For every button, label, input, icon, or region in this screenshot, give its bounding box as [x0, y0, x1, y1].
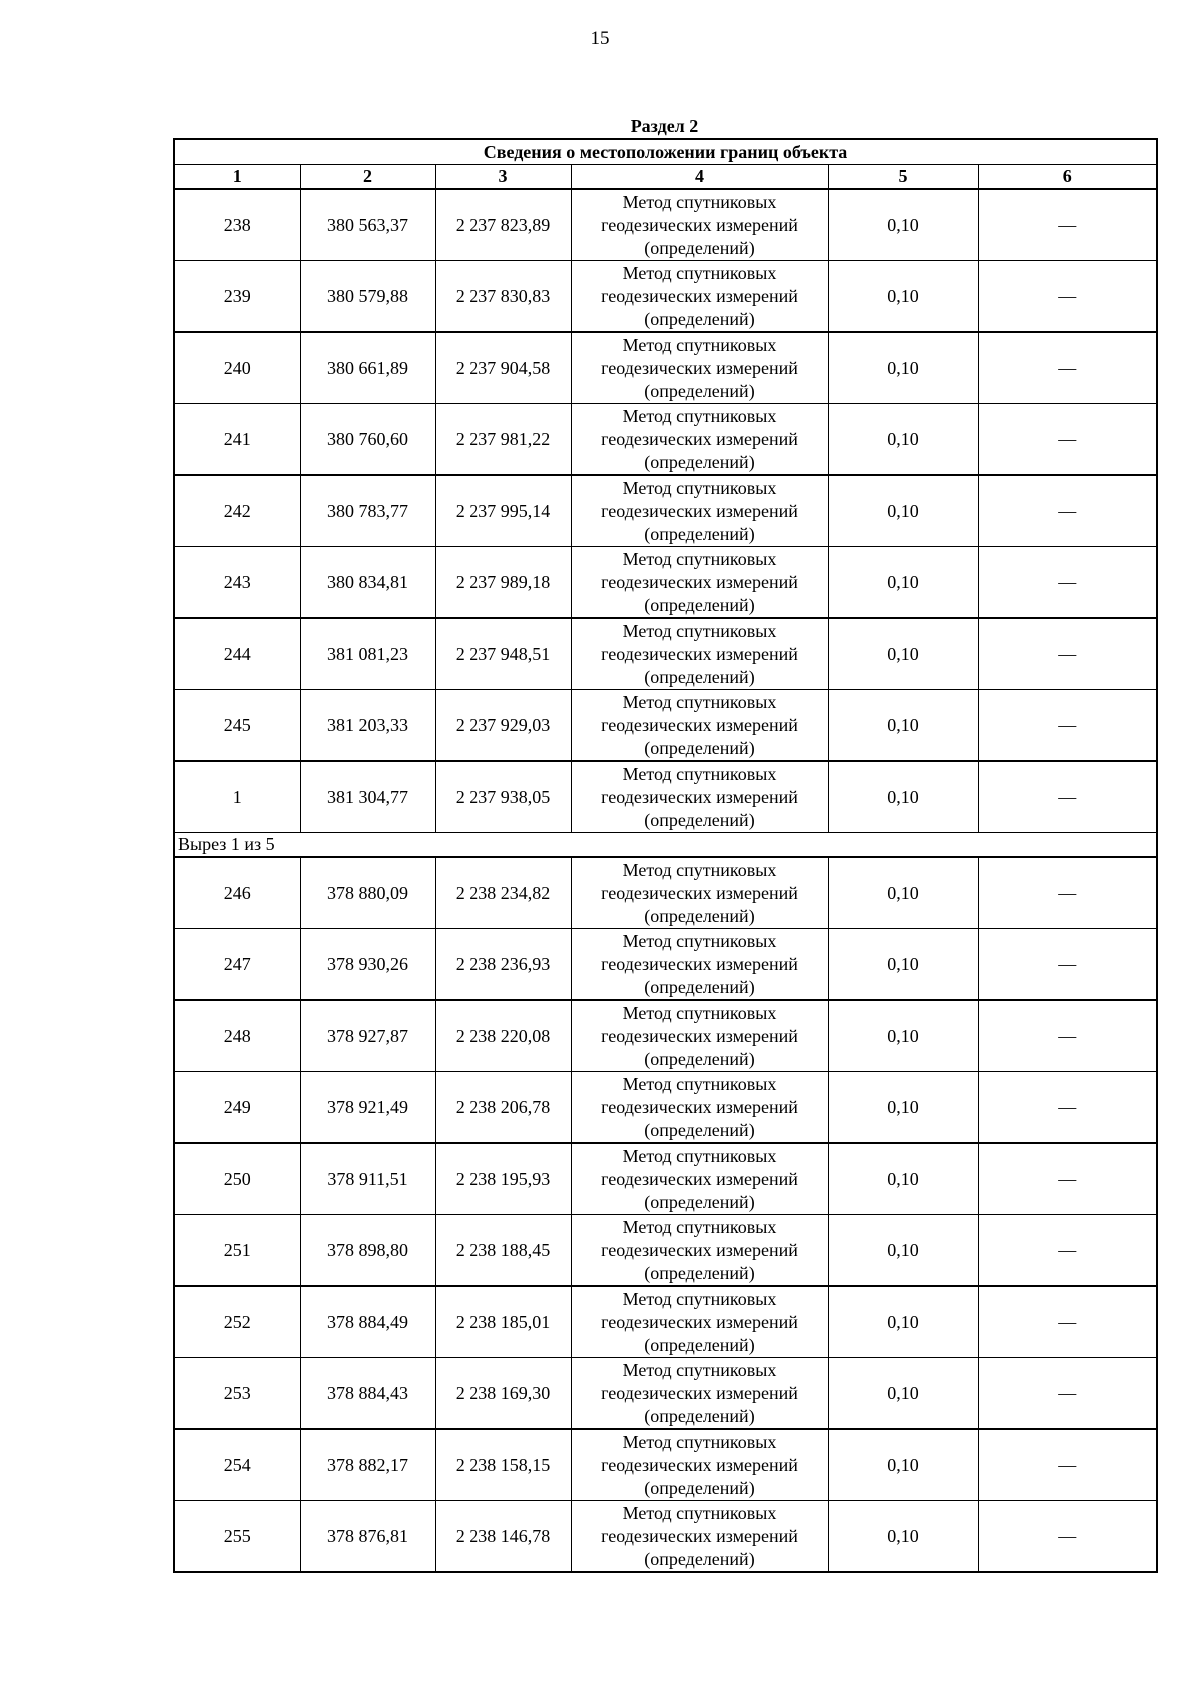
description-cell: —	[978, 929, 1157, 1001]
point-number-cell: 244	[174, 618, 300, 690]
method-text-line: (определений)	[644, 1477, 755, 1498]
method-text-line: геодезических измерений	[601, 1525, 798, 1546]
table-row	[174, 475, 1157, 547]
description-cell: —	[978, 1143, 1157, 1215]
y-coordinate-cell: 2 237 904,58	[435, 332, 571, 404]
accuracy-cell: 0,10	[828, 761, 978, 833]
table-row	[174, 1000, 1157, 1072]
method-cell	[571, 857, 828, 929]
accuracy-cell: 0,10	[828, 1358, 978, 1430]
section-title: Раздел 2	[630, 116, 699, 136]
description-cell: —	[978, 618, 1157, 690]
method-text-line: Метод спутниковых	[622, 859, 777, 880]
y-coordinate-cell: 2 237 981,22	[435, 404, 571, 476]
method-cell	[571, 618, 828, 690]
point-number-cell: 251	[174, 1215, 300, 1287]
method-text-line: (определений)	[644, 1334, 755, 1355]
accuracy-cell: 0,10	[828, 1501, 978, 1573]
accuracy-cell: 0,10	[828, 332, 978, 404]
method-text-line: (определений)	[644, 308, 755, 329]
point-number-cell: 255	[174, 1501, 300, 1573]
table-row	[174, 1501, 1157, 1573]
method-text-line: Метод спутниковых	[622, 1216, 777, 1237]
x-coordinate-cell: 378 876,81	[300, 1501, 435, 1573]
accuracy-cell: 0,10	[828, 1429, 978, 1501]
method-cell	[571, 1501, 828, 1573]
boundary-coordinates-table	[173, 138, 1158, 1573]
description-cell: —	[978, 761, 1157, 833]
description-cell: —	[978, 1000, 1157, 1072]
point-number-cell: 1	[174, 761, 300, 833]
point-number-cell: 253	[174, 1358, 300, 1430]
y-coordinate-cell: 2 237 830,83	[435, 261, 571, 333]
method-text-line: геодезических измерений	[601, 357, 798, 378]
method-text-line: Метод спутниковых	[622, 1002, 777, 1023]
method-text-line: Метод спутниковых	[622, 405, 777, 426]
method-text-line: геодезических измерений	[601, 428, 798, 449]
description-cell: —	[978, 1358, 1157, 1430]
method-cell	[571, 547, 828, 619]
method-text-line: геодезических измерений	[601, 953, 798, 974]
method-cell	[571, 475, 828, 547]
y-coordinate-cell: 2 237 948,51	[435, 618, 571, 690]
y-coordinate-cell: 2 238 188,45	[435, 1215, 571, 1287]
y-coordinate-cell: 2 237 989,18	[435, 547, 571, 619]
method-text-line: геодезических измерений	[601, 882, 798, 903]
description-cell: —	[978, 189, 1157, 261]
method-text-line: (определений)	[644, 594, 755, 615]
column-number: 3	[435, 165, 571, 190]
accuracy-cell: 0,10	[828, 1143, 978, 1215]
method-cell	[571, 1286, 828, 1358]
x-coordinate-cell: 378 921,49	[300, 1072, 435, 1144]
point-number-cell: 242	[174, 475, 300, 547]
method-text-line: Метод спутниковых	[622, 548, 777, 569]
method-cell	[571, 1358, 828, 1430]
table-caption-row	[174, 139, 1157, 165]
accuracy-cell: 0,10	[828, 1000, 978, 1072]
point-number-cell: 239	[174, 261, 300, 333]
method-text-line: Метод спутниковых	[622, 1288, 777, 1309]
y-coordinate-cell: 2 237 929,03	[435, 690, 571, 762]
method-text-line: геодезических измерений	[601, 786, 798, 807]
x-coordinate-cell: 378 898,80	[300, 1215, 435, 1287]
method-text-line: (определений)	[644, 905, 755, 926]
description-cell: —	[978, 1072, 1157, 1144]
y-coordinate-cell: 2 237 995,14	[435, 475, 571, 547]
method-text-line: геодезических измерений	[601, 1311, 798, 1332]
table-row	[174, 618, 1157, 690]
point-number-cell: 238	[174, 189, 300, 261]
accuracy-cell: 0,10	[828, 1215, 978, 1287]
method-cell	[571, 1072, 828, 1144]
table-row	[174, 1286, 1157, 1358]
y-coordinate-cell: 2 238 220,08	[435, 1000, 571, 1072]
method-text-line: (определений)	[644, 737, 755, 758]
method-text-line: Метод спутниковых	[622, 691, 777, 712]
method-text-line: геодезических измерений	[601, 714, 798, 735]
accuracy-cell: 0,10	[828, 1072, 978, 1144]
method-text-line: Метод спутниковых	[622, 930, 777, 951]
method-text-line: Метод спутниковых	[622, 262, 777, 283]
table-row	[174, 332, 1157, 404]
method-text-line: геодезических измерений	[601, 571, 798, 592]
method-text-line: Метод спутниковых	[622, 477, 777, 498]
x-coordinate-cell: 378 927,87	[300, 1000, 435, 1072]
method-text-line: геодезических измерений	[601, 214, 798, 235]
point-number-cell: 254	[174, 1429, 300, 1501]
method-cell	[571, 929, 828, 1001]
table-row	[174, 261, 1157, 333]
method-text-line: (определений)	[644, 380, 755, 401]
y-coordinate-cell: 2 238 146,78	[435, 1501, 571, 1573]
table-row	[174, 761, 1157, 833]
table-row	[174, 857, 1157, 929]
y-coordinate-cell: 2 237 938,05	[435, 761, 571, 833]
point-number-cell: 241	[174, 404, 300, 476]
accuracy-cell: 0,10	[828, 189, 978, 261]
accuracy-cell: 0,10	[828, 475, 978, 547]
description-cell: —	[978, 1501, 1157, 1573]
column-number: 6	[978, 165, 1157, 190]
x-coordinate-cell: 378 880,09	[300, 857, 435, 929]
x-coordinate-cell: 378 930,26	[300, 929, 435, 1001]
table-row	[174, 929, 1157, 1001]
method-text-line: геодезических измерений	[601, 1382, 798, 1403]
point-number-cell: 248	[174, 1000, 300, 1072]
accuracy-cell: 0,10	[828, 404, 978, 476]
x-coordinate-cell: 380 783,77	[300, 475, 435, 547]
method-cell	[571, 332, 828, 404]
description-cell: —	[978, 332, 1157, 404]
description-cell: —	[978, 1429, 1157, 1501]
table-row	[174, 1072, 1157, 1144]
point-number-cell: 246	[174, 857, 300, 929]
table-row	[174, 404, 1157, 476]
page-number: 15	[590, 28, 610, 49]
method-text-line: (определений)	[644, 1048, 755, 1069]
x-coordinate-cell: 378 884,43	[300, 1358, 435, 1430]
subsection-heading: Вырез 1 из 5	[174, 833, 1157, 858]
column-number: 2	[300, 165, 435, 190]
description-cell: —	[978, 404, 1157, 476]
column-number: 1	[174, 165, 300, 190]
accuracy-cell: 0,10	[828, 929, 978, 1001]
table-row	[174, 1358, 1157, 1430]
method-text-line: геодезических измерений	[601, 1454, 798, 1475]
table-body	[174, 139, 1157, 1572]
y-coordinate-cell: 2 238 234,82	[435, 857, 571, 929]
x-coordinate-cell: 380 661,89	[300, 332, 435, 404]
point-number-cell: 247	[174, 929, 300, 1001]
x-coordinate-cell: 380 760,60	[300, 404, 435, 476]
method-text-line: Метод спутниковых	[622, 1073, 777, 1094]
method-text-line: Метод спутниковых	[622, 1359, 777, 1380]
method-text-line: (определений)	[644, 523, 755, 544]
y-coordinate-cell: 2 238 195,93	[435, 1143, 571, 1215]
subsection-row	[174, 833, 1157, 858]
y-coordinate-cell: 2 238 206,78	[435, 1072, 571, 1144]
column-number: 4	[571, 165, 828, 190]
method-cell	[571, 690, 828, 762]
method-text-line: (определений)	[644, 1119, 755, 1140]
method-text-line: геодезических измерений	[601, 643, 798, 664]
x-coordinate-cell: 380 563,37	[300, 189, 435, 261]
method-cell	[571, 1429, 828, 1501]
method-text-line: геодезических измерений	[601, 1239, 798, 1260]
x-coordinate-cell: 381 081,23	[300, 618, 435, 690]
accuracy-cell: 0,10	[828, 690, 978, 762]
point-number-cell: 243	[174, 547, 300, 619]
method-text-line: геодезических измерений	[601, 1096, 798, 1117]
point-number-cell: 240	[174, 332, 300, 404]
method-text-line: геодезических измерений	[601, 1025, 798, 1046]
method-cell	[571, 404, 828, 476]
method-text-line: (определений)	[644, 666, 755, 687]
y-coordinate-cell: 2 238 236,93	[435, 929, 571, 1001]
method-text-line: (определений)	[644, 976, 755, 997]
method-text-line: (определений)	[644, 1405, 755, 1426]
accuracy-cell: 0,10	[828, 618, 978, 690]
table-row	[174, 547, 1157, 619]
description-cell: —	[978, 690, 1157, 762]
table-row	[174, 1429, 1157, 1501]
method-text-line: (определений)	[644, 1191, 755, 1212]
description-cell: —	[978, 547, 1157, 619]
description-cell: —	[978, 261, 1157, 333]
method-text-line: (определений)	[644, 237, 755, 258]
method-cell	[571, 761, 828, 833]
method-text-line: геодезических измерений	[601, 500, 798, 521]
method-text-line: Метод спутниковых	[622, 334, 777, 355]
y-coordinate-cell: 2 237 823,89	[435, 189, 571, 261]
method-cell	[571, 1000, 828, 1072]
point-number-cell: 245	[174, 690, 300, 762]
description-cell: —	[978, 1286, 1157, 1358]
x-coordinate-cell: 381 203,33	[300, 690, 435, 762]
method-cell	[571, 1215, 828, 1287]
description-cell: —	[978, 475, 1157, 547]
point-number-cell: 250	[174, 1143, 300, 1215]
method-text-line: Метод спутниковых	[622, 1431, 777, 1452]
accuracy-cell: 0,10	[828, 857, 978, 929]
method-text-line: Метод спутниковых	[622, 1145, 777, 1166]
column-number: 5	[828, 165, 978, 190]
table-row	[174, 1215, 1157, 1287]
method-text-line: (определений)	[644, 451, 755, 472]
method-text-line: Метод спутниковых	[622, 1502, 777, 1523]
x-coordinate-cell: 380 579,88	[300, 261, 435, 333]
accuracy-cell: 0,10	[828, 261, 978, 333]
x-coordinate-cell: 380 834,81	[300, 547, 435, 619]
column-number-row	[174, 165, 1157, 190]
method-cell	[571, 189, 828, 261]
method-cell	[571, 261, 828, 333]
x-coordinate-cell: 378 882,17	[300, 1429, 435, 1501]
y-coordinate-cell: 2 238 185,01	[435, 1286, 571, 1358]
method-text-line: (определений)	[644, 1548, 755, 1569]
point-number-cell: 249	[174, 1072, 300, 1144]
method-text-line: (определений)	[644, 809, 755, 830]
point-number-cell: 252	[174, 1286, 300, 1358]
x-coordinate-cell: 381 304,77	[300, 761, 435, 833]
accuracy-cell: 0,10	[828, 1286, 978, 1358]
method-text-line: Метод спутниковых	[622, 620, 777, 641]
table-row	[174, 690, 1157, 762]
x-coordinate-cell: 378 884,49	[300, 1286, 435, 1358]
method-text-line: (определений)	[644, 1262, 755, 1283]
method-text-line: Метод спутниковых	[622, 763, 777, 784]
table-caption: Сведения о местоположении границ объекта	[174, 139, 1157, 165]
table-row	[174, 1143, 1157, 1215]
method-text-line: геодезических измерений	[601, 285, 798, 306]
method-cell	[571, 1143, 828, 1215]
description-cell: —	[978, 857, 1157, 929]
y-coordinate-cell: 2 238 169,30	[435, 1358, 571, 1430]
table-row	[174, 189, 1157, 261]
x-coordinate-cell: 378 911,51	[300, 1143, 435, 1215]
method-text-line: геодезических измерений	[601, 1168, 798, 1189]
y-coordinate-cell: 2 238 158,15	[435, 1429, 571, 1501]
description-cell: —	[978, 1215, 1157, 1287]
method-text-line: Метод спутниковых	[622, 191, 777, 212]
accuracy-cell: 0,10	[828, 547, 978, 619]
